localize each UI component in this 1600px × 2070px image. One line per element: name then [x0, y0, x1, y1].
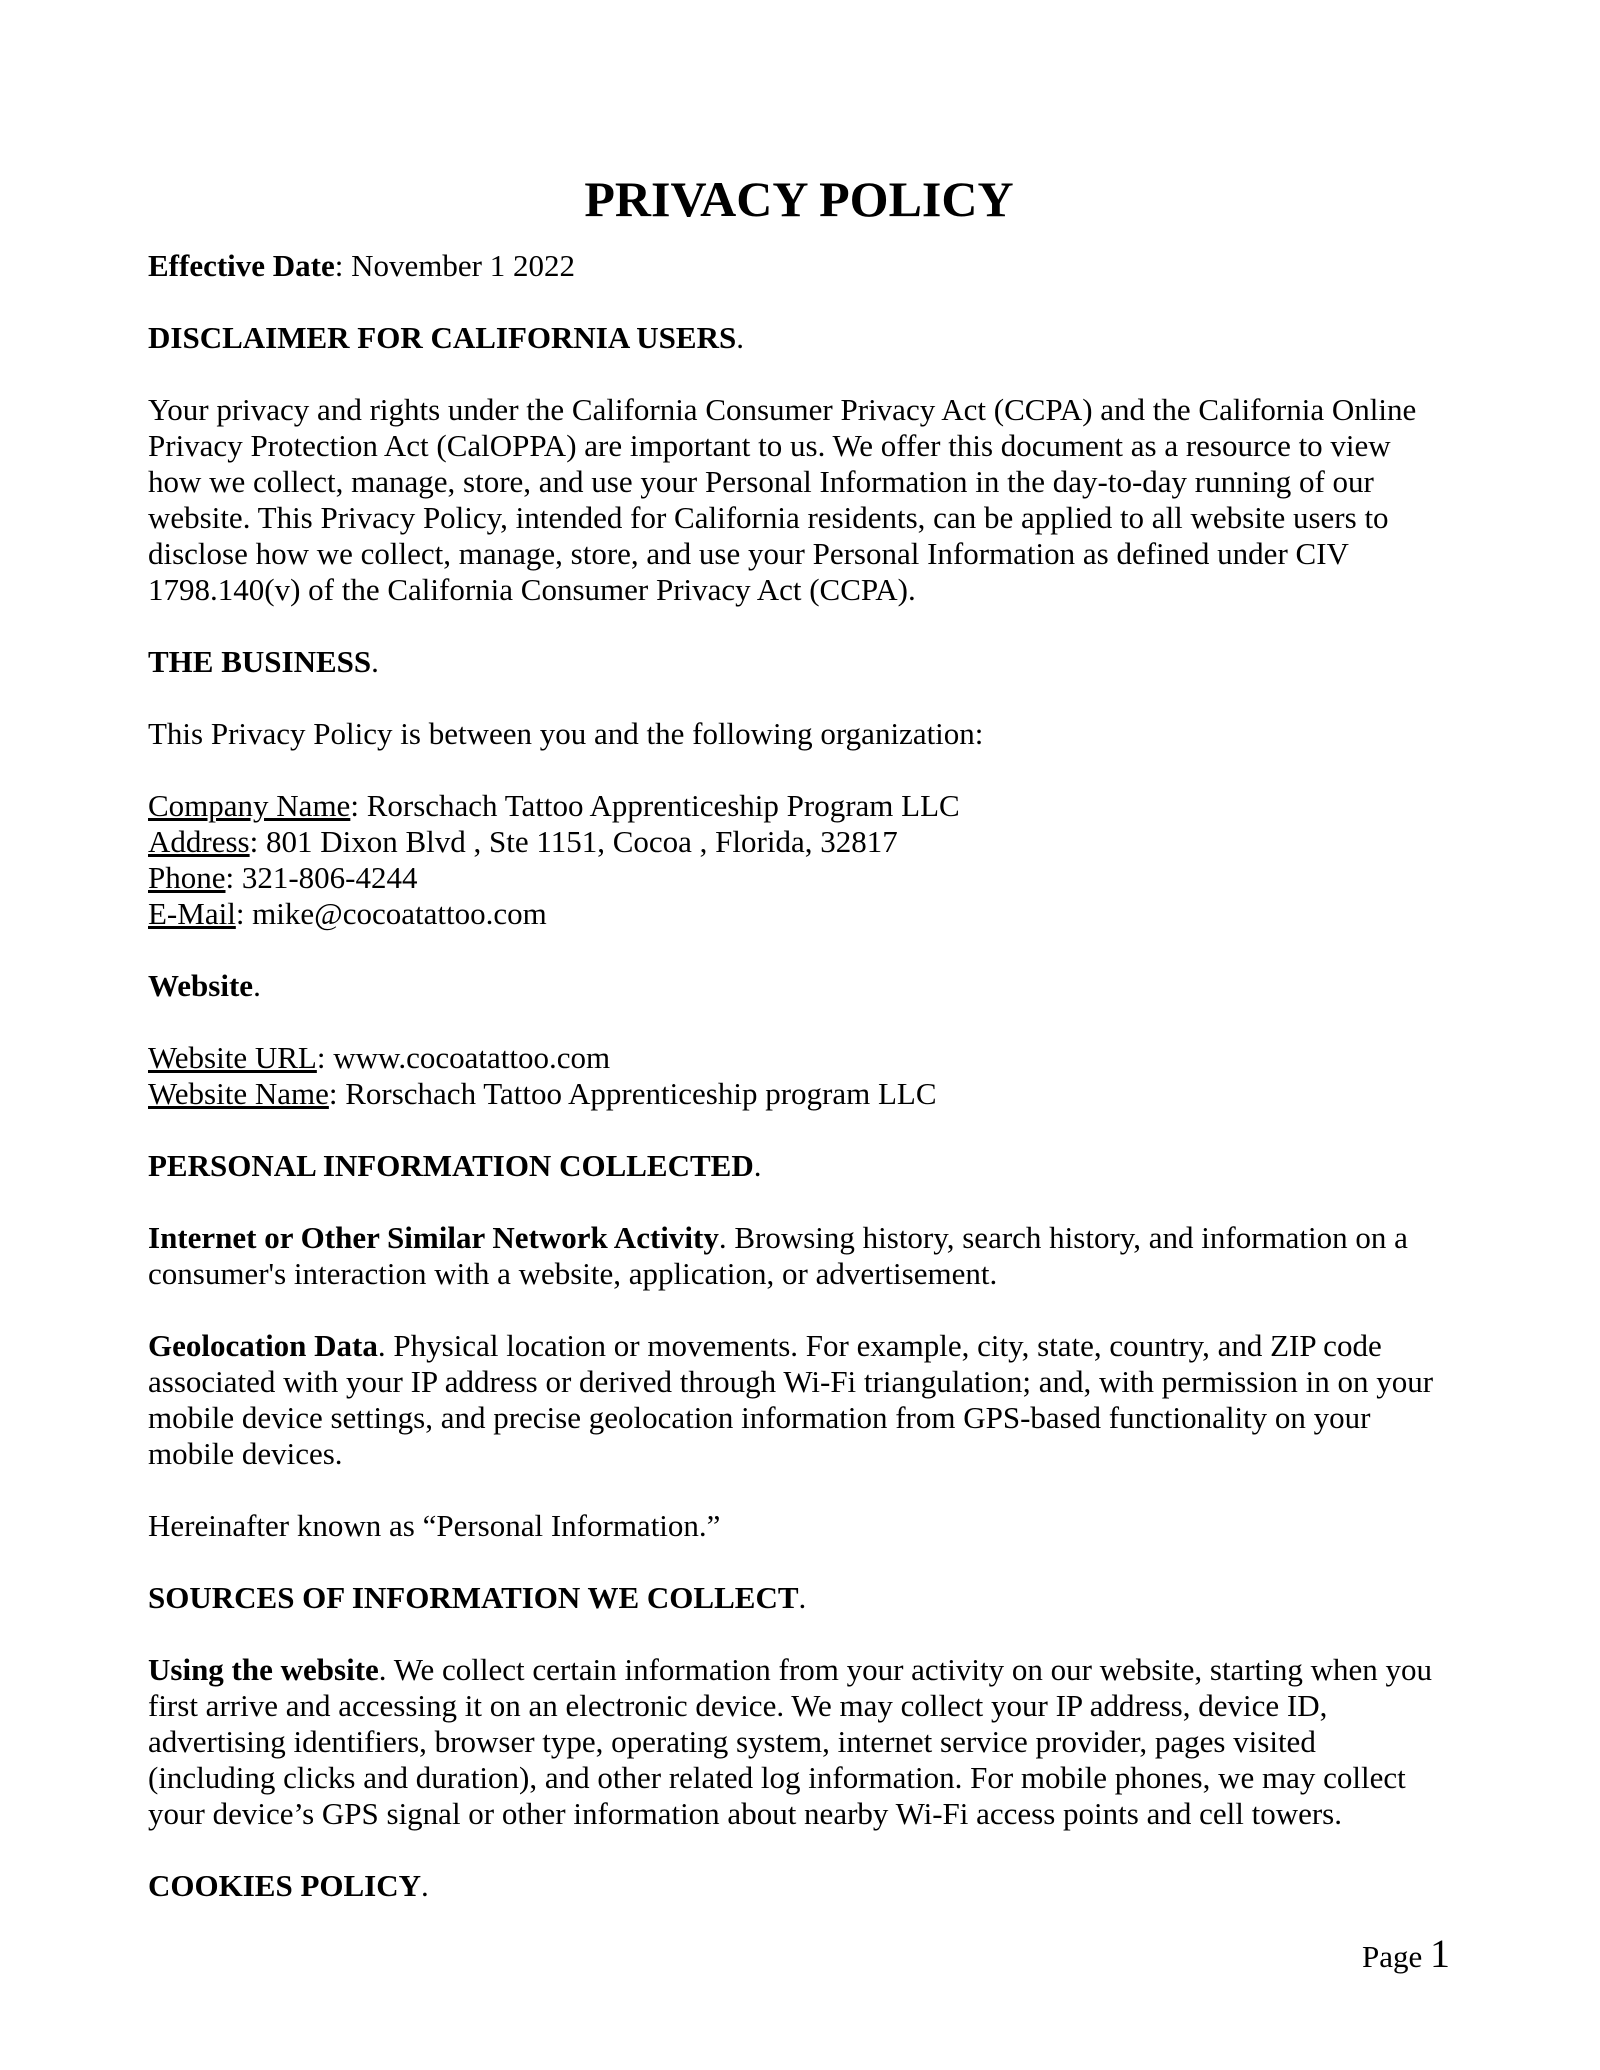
org-company-name-label: Company Name — [148, 788, 351, 823]
website-url-label: Website URL — [148, 1040, 317, 1075]
heading-website-text: Website — [148, 968, 254, 1003]
heading-disclaimer-period: . — [736, 320, 744, 355]
website-url-value: : www.cocoatattoo.com — [316, 1040, 611, 1075]
heading-business-period: . — [371, 644, 379, 679]
org-line-email — [148, 896, 1450, 932]
org-company-name-value: : Rorschach Tattoo Apprenticeship Program LLC — [350, 788, 960, 823]
heading-disclaimer — [148, 320, 1450, 356]
organization-details — [148, 788, 1450, 932]
heading-business — [148, 644, 1450, 680]
para-internet-activity-body: . Browsing history, search history, and information on a consumer's interaction with a website, application, or advertisement. — [148, 1220, 1408, 1291]
org-email-label: E-Mail — [148, 896, 236, 931]
para-using-website — [148, 1652, 1450, 1832]
heading-disclaimer-text: DISCLAIMER FOR CALIFORNIA USERS — [148, 320, 737, 355]
effective-date-label: Effective Date — [148, 248, 335, 283]
org-line-phone — [148, 860, 1450, 896]
para-geolocation — [148, 1328, 1450, 1472]
heading-business-text: THE BUSINESS — [148, 644, 372, 679]
website-name-label: Website Name — [148, 1076, 329, 1111]
para-disclaimer: Your privacy and rights under the California Consumer Privacy Act (CCPA) and the California Online Privacy Protection Act (CalOPPA) are important to us. We offer this document as a resource to view how we collect, manage, store, and use your Personal Information in the day-to-day running of our website. This Privacy Policy, intended for California residents, can be applied to all website users to disclose how we collect, manage, store, and use your Personal Information as defined under CIV 1798.140(v) of the California Consumer Privacy Act (CCPA). — [148, 392, 1417, 607]
website-line-name — [148, 1076, 1450, 1112]
footer-page-number: 1 — [1430, 1931, 1450, 1976]
website-line-url — [148, 1040, 1450, 1076]
para-organization-intro: This Privacy Policy is between you and the following organization: — [148, 716, 984, 751]
org-line-address — [148, 824, 1450, 860]
effective-date-line — [148, 248, 1450, 284]
heading-sources-text: SOURCES OF INFORMATION WE COLLECT — [148, 1580, 799, 1615]
page-footer — [1361, 1931, 1450, 1976]
para-hereinafter: Hereinafter known as “Personal Information.” — [148, 1508, 721, 1543]
org-address-value: : 801 Dixon Blvd , Ste 1151, Cocoa , Florida, 32817 — [249, 824, 898, 859]
para-geolocation-body: . Physical location or movements. For example, city, state, country, and ZIP code associated with your IP address or derived through Wi-Fi triangulation; and, with permission in on your mobile device settings, and precise geolocation information from GPS-based functionality on your mobile devices. — [148, 1328, 1434, 1471]
heading-personal-information-period: . — [753, 1148, 762, 1183]
website-details — [148, 1040, 1450, 1112]
org-line-company-name — [148, 788, 1450, 824]
org-phone-label: Phone — [148, 860, 226, 895]
org-email-value: : mike@cocoatattoo.com — [235, 896, 547, 931]
org-phone-value: : 321-806-4244 — [225, 860, 418, 895]
website-name-value: : Rorschach Tattoo Apprenticeship program LLC — [328, 1076, 937, 1111]
para-using-website-body: . We collect certain information from your activity on our website, starting when you first arrive and accessing it on an electronic device. We may collect your IP address, device ID, advertising identifiers, browser type, operating system, internet service provider, pages visited (including clicks and duration), and other related log information. For mobile phones, we may collect your device’s GPS signal or other information about nearby Wi-Fi access points and cell towers. — [148, 1652, 1433, 1831]
para-internet-activity — [148, 1220, 1450, 1292]
footer-page-label: Page — [1361, 1939, 1430, 1974]
heading-personal-information — [148, 1148, 1450, 1184]
heading-personal-information-text: PERSONAL INFORMATION COLLECTED — [148, 1148, 754, 1183]
doc-title: PRIVACY POLICY — [584, 171, 1014, 227]
heading-sources-period: . — [798, 1580, 807, 1615]
heading-website — [148, 968, 1450, 1004]
para-internet-activity-lead: Internet or Other Similar Network Activity — [148, 1220, 719, 1255]
heading-website-period: . — [253, 968, 261, 1003]
effective-date-value: : November 1 2022 — [334, 248, 575, 283]
org-address-label: Address — [148, 824, 250, 859]
heading-cookies — [148, 1868, 1450, 1904]
para-using-website-lead: Using the website — [148, 1652, 379, 1687]
heading-sources — [148, 1580, 1450, 1616]
para-geolocation-lead: Geolocation Data — [148, 1328, 378, 1363]
heading-cookies-text: COOKIES POLICY — [148, 1868, 422, 1903]
heading-cookies-period: . — [421, 1868, 429, 1903]
